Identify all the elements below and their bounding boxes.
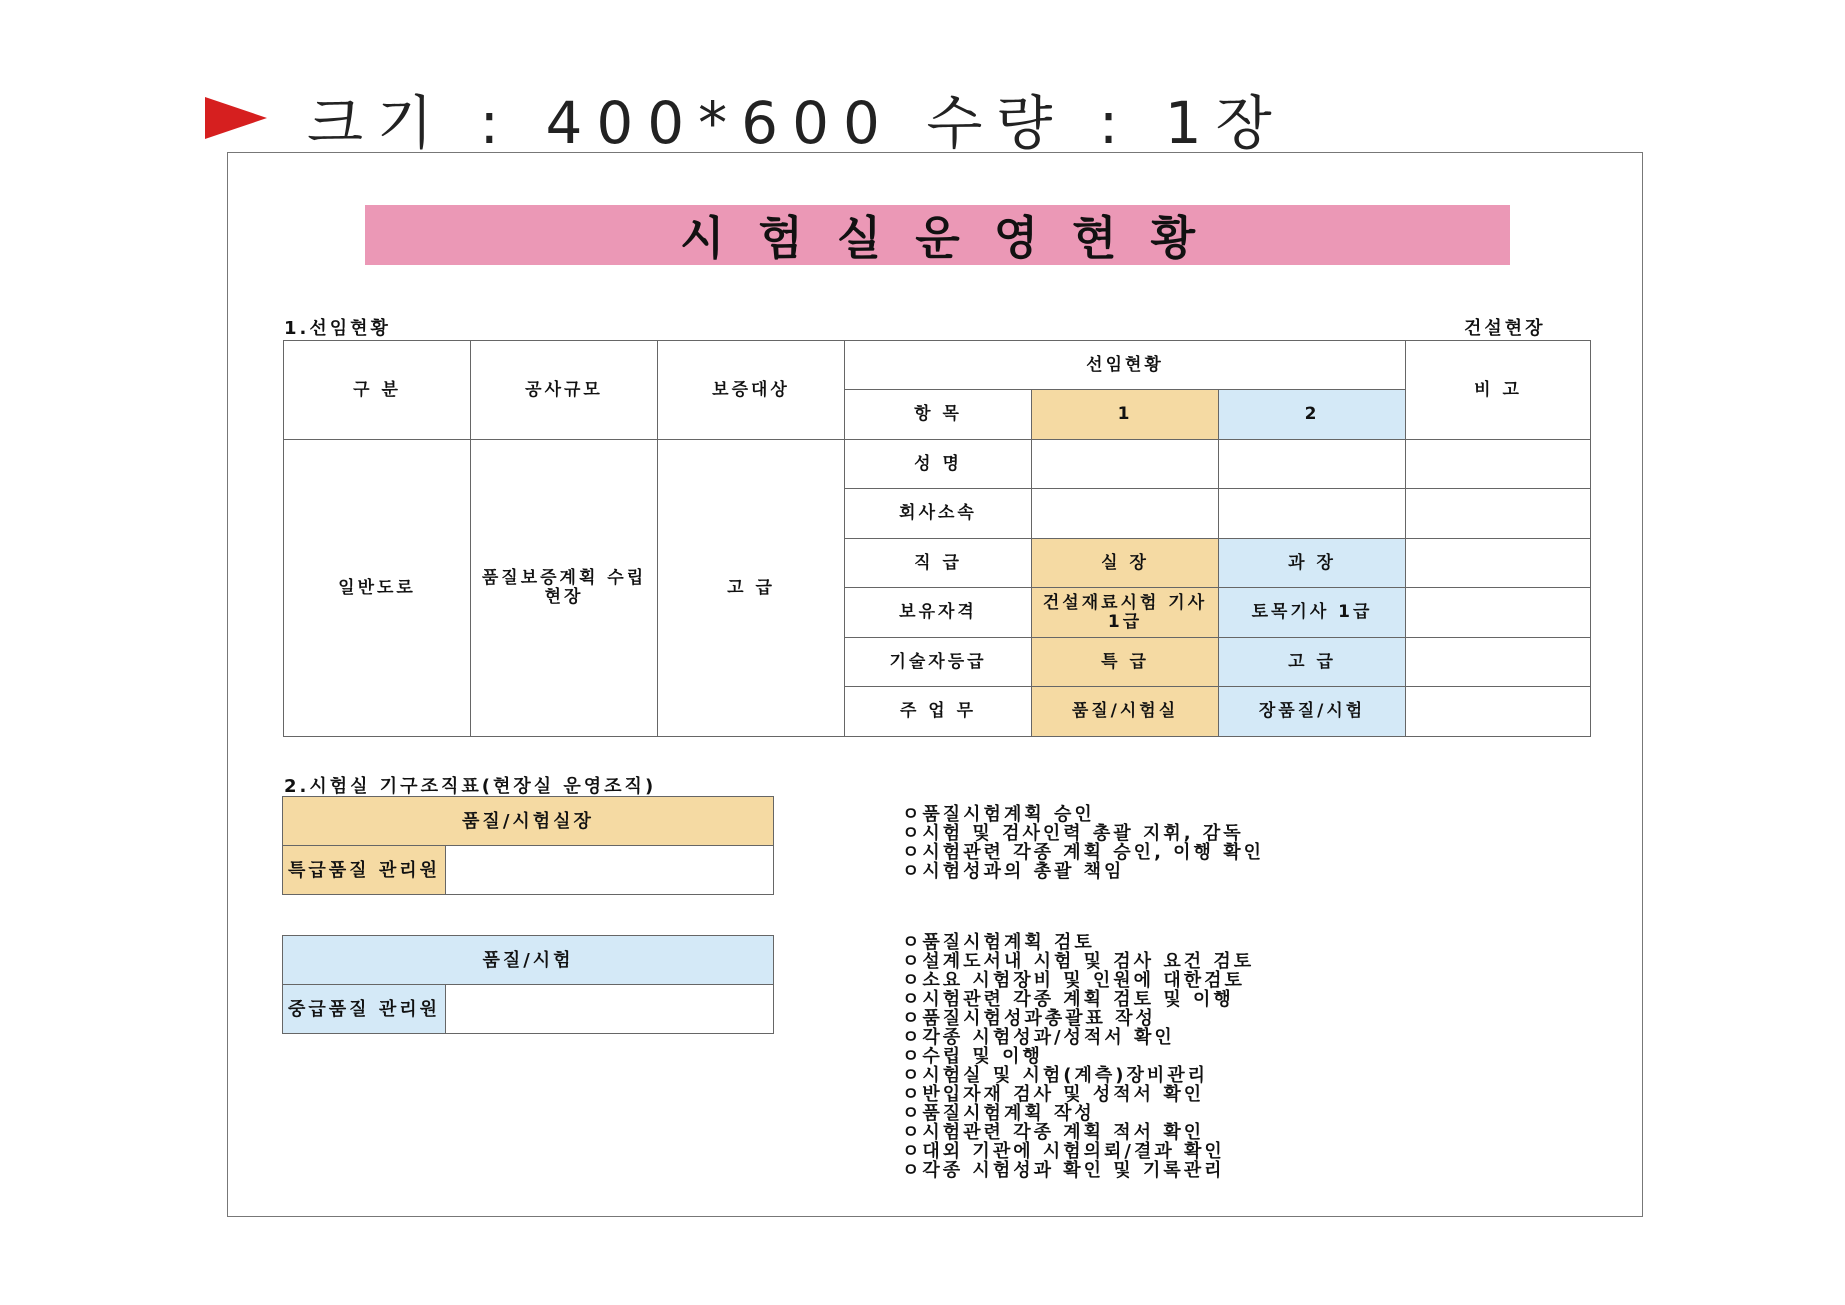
- list-item: ㅇ대외 기관에 시험의뢰/결과 확인: [902, 1141, 1225, 1162]
- note-cell: [1406, 687, 1591, 737]
- company-2: [1219, 489, 1406, 539]
- row-item-duty: 주 업 무: [845, 687, 1032, 737]
- header-appoint: 선임현황: [845, 341, 1406, 390]
- list-item: ㅇ시험관련 각종 계획 승인, 이행 확인: [902, 842, 1264, 863]
- org-box-staff: [282, 935, 774, 1034]
- list-item: ㅇ품질시험계획 작성: [902, 1103, 1095, 1124]
- list-item: ㅇ각종 시험성과 확인 및 기록관리: [902, 1160, 1225, 1181]
- section1-right-label: 건설현장: [1464, 318, 1546, 339]
- size-quantity-text: 크기 : 400*600 수량 : 1장: [307, 89, 1286, 157]
- list-item: ㅇ시험관련 각종 계획 검토 및 이행: [902, 989, 1234, 1010]
- list-item: ㅇ설계도서내 시험 및 검사 요건 검토: [902, 951, 1255, 972]
- scale-value: 품질보증계획 수립 현장: [471, 440, 658, 737]
- name-1: [1032, 440, 1219, 489]
- name-2: [1219, 440, 1406, 489]
- header-target: 보증대상: [658, 341, 845, 440]
- header-person-1: 1: [1032, 390, 1219, 440]
- list-item: ㅇ품질시험계획 검토: [902, 932, 1095, 953]
- org-staff-value: [446, 985, 774, 1034]
- license-1: 건설재료시험 기사1급: [1032, 588, 1219, 638]
- row-item-company: 회사소속: [845, 489, 1032, 539]
- org-chief-head: 품질/시험실장: [283, 797, 774, 846]
- section1-label: 1.선임현황: [284, 318, 391, 339]
- header-person-2: 2: [1219, 390, 1406, 440]
- rank-2: 과 장: [1219, 539, 1406, 588]
- row-item-grade: 기술자등급: [845, 638, 1032, 687]
- license-2: 토목기사 1급: [1219, 588, 1406, 638]
- list-item: ㅇ반입자재 검사 및 성적서 확인: [902, 1084, 1205, 1105]
- list-item: ㅇ품질시험계획 승인: [902, 804, 1095, 825]
- org-chief-role: 특급품질 관리원: [283, 846, 446, 895]
- gubun-value: 일반도로: [284, 440, 471, 737]
- duty-1: 품질/시험실: [1032, 687, 1219, 737]
- grade-1: 특 급: [1032, 638, 1219, 687]
- company-1: [1032, 489, 1219, 539]
- duty-2: 장품질/시험: [1219, 687, 1406, 737]
- list-item: ㅇ품질시험성과총괄표 작성: [902, 1008, 1156, 1029]
- row-item-rank: 직 급: [845, 539, 1032, 588]
- arrow-icon: [205, 97, 267, 139]
- list-item: ㅇ시험실 및 시험(계측)장비관리: [902, 1065, 1209, 1086]
- note-cell: [1406, 638, 1591, 687]
- list-item: ㅇ소요 시험장비 및 인원에 대한검토: [902, 970, 1245, 991]
- org-staff-head: 품질/시험: [283, 936, 774, 985]
- row-item-name: 성 명: [845, 440, 1032, 489]
- org-box-chief: [282, 796, 774, 895]
- target-value: 고 급: [658, 440, 845, 737]
- chief-duties-list: [902, 805, 1264, 881]
- header: [205, 84, 1286, 157]
- list-item: ㅇ수립 및 이행: [902, 1046, 1043, 1067]
- grade-2: 고 급: [1219, 638, 1406, 687]
- note-cell: [1406, 440, 1591, 489]
- org-chief-value: [446, 846, 774, 895]
- section2-label: 2.시험실 기구조직표(현장실 운영조직): [284, 776, 657, 797]
- list-item: ㅇ시험관련 각종 계획 적서 확인: [902, 1122, 1205, 1143]
- note-cell: [1406, 588, 1591, 638]
- note-cell: [1406, 489, 1591, 539]
- rank-1: 실 장: [1032, 539, 1219, 588]
- header-item: 항 목: [845, 390, 1032, 440]
- note-cell: [1406, 539, 1591, 588]
- header-scale: 공사규모: [471, 341, 658, 440]
- appointment-table: [283, 340, 1591, 737]
- list-item: ㅇ시험 및 검사인력 총괄 지휘, 감독: [902, 823, 1244, 844]
- header-gubun: 구 분: [284, 341, 471, 440]
- header-note: 비 고: [1406, 341, 1591, 440]
- staff-duties-list: [902, 933, 1254, 1180]
- title-band: [365, 205, 1510, 265]
- row-item-license: 보유자격: [845, 588, 1032, 638]
- org-staff-role: 중급품질 관리원: [283, 985, 446, 1034]
- list-item: ㅇ각종 시험성과/성적서 확인: [902, 1027, 1175, 1048]
- list-item: ㅇ시험성과의 총괄 책임: [902, 861, 1125, 882]
- page-title: 시험실운영현황: [679, 211, 1230, 265]
